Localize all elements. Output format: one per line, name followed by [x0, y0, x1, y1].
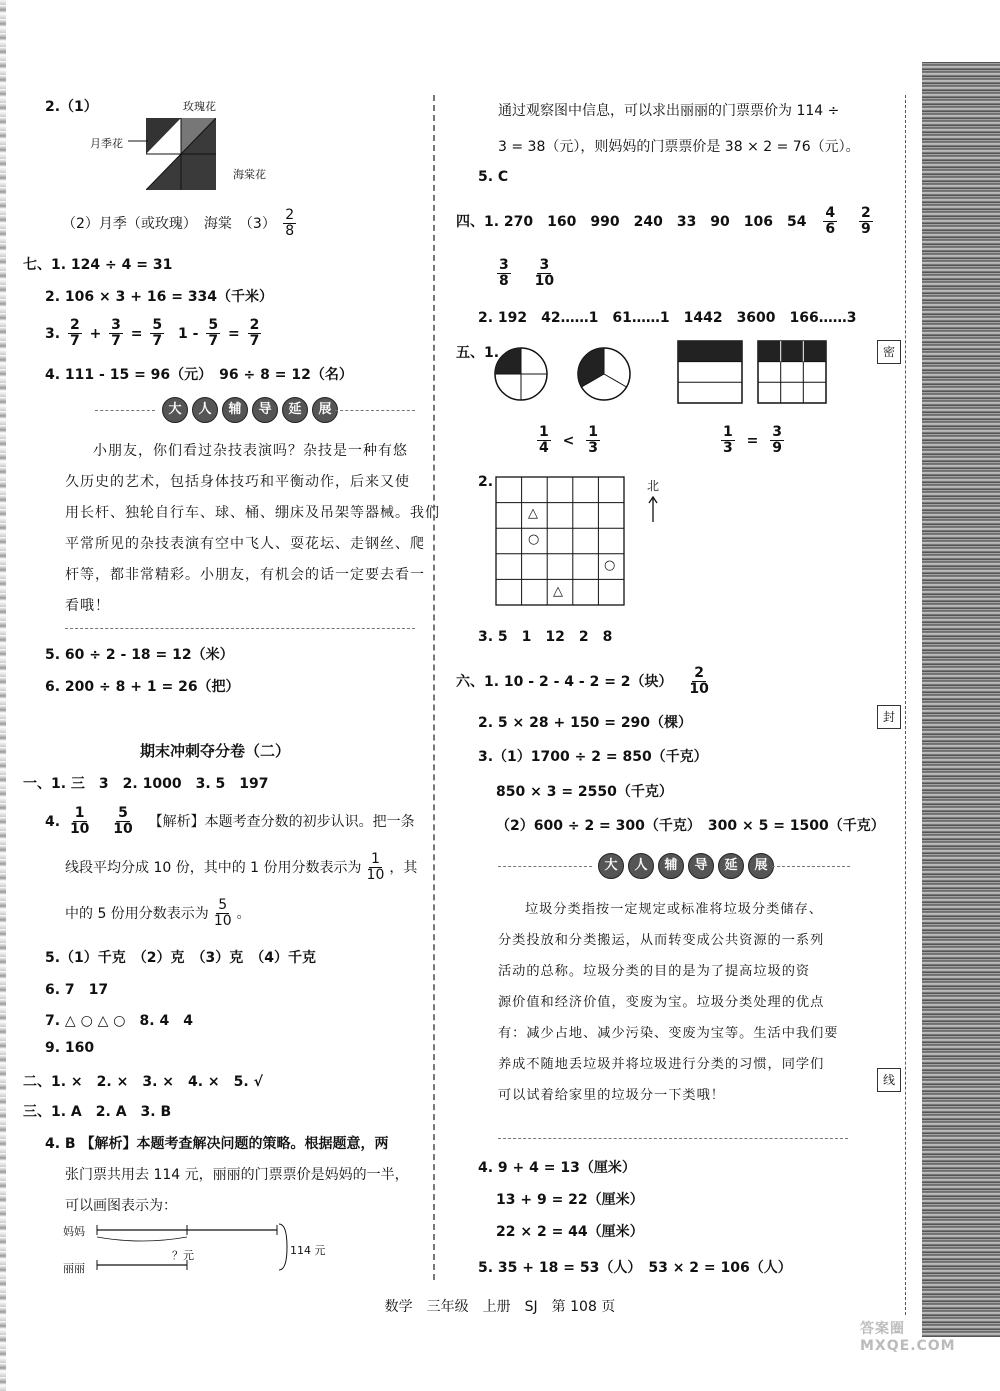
s7-4: 4. 111 - 15 = 96（元） 96 ÷ 8 = 12（名） [45, 367, 353, 383]
banner-char: 辅 [222, 397, 248, 423]
s6-3-3: （2）600 ÷ 2 = 300（千克） 300 × 5 = 1500（千克） [496, 818, 885, 834]
para-line: 久历史的艺术，包括身体技巧和平衡动作，后来又使 [65, 474, 410, 490]
frac-num: 2 [249, 317, 260, 333]
frac-den: 7 [249, 333, 260, 350]
rectangles-diagram [677, 340, 829, 406]
fraction [823, 206, 837, 238]
para-line: 垃圾分类指按一定规定或标准将垃圾分类储存、 [525, 902, 823, 917]
circle-quarters [495, 348, 547, 400]
s5-2-label: 2. [478, 474, 494, 490]
frac-num: 3 [539, 257, 550, 273]
diagram-total-label: 114 元 [290, 1244, 326, 1257]
less-than-sign: < [562, 432, 575, 449]
frac-num: 2 [861, 205, 871, 221]
q2-2-line [62, 208, 299, 240]
frac-den: 8 [499, 273, 509, 290]
s1-4-line1 [45, 806, 415, 838]
compare-2 [718, 425, 787, 457]
banner-line-left [95, 410, 155, 411]
q2-1-prefix: 2.（1） [45, 99, 98, 115]
banner-char: 延 [718, 853, 744, 879]
frac-den: 9 [772, 440, 782, 457]
binding-strip [922, 62, 1000, 1337]
frac-num: 5 [152, 317, 163, 333]
fraction [687, 666, 710, 698]
banner-char: 展 [748, 853, 774, 879]
r5: 5. C [478, 169, 509, 185]
para-acrobatics [65, 436, 440, 622]
banner-guide-right [598, 853, 774, 879]
fraction [721, 425, 735, 457]
fraction [533, 258, 556, 290]
grid-circle-1: ○ [528, 532, 540, 547]
diagram-unknown-label: ？元 [172, 1249, 194, 1262]
banner-char: 大 [598, 853, 624, 879]
s1-4-text: 【解析】本题考查分数的初步认识。把一条 [148, 813, 415, 830]
s6-5: 5. 35 + 18 = 53（人） 53 × 2 = 106（人） [478, 1260, 792, 1276]
banner-char: 导 [688, 853, 714, 879]
s5-1-label: 五、1. [456, 345, 500, 361]
frac-num: 3 [772, 424, 782, 440]
page-footer: 数学 三年级 上册 SJ 第 108 页 [384, 1299, 616, 1315]
frac-num: 1 [723, 424, 733, 440]
fraction [111, 806, 134, 838]
s7-1: 七、1. 124 ÷ 4 = 31 [23, 257, 173, 273]
frac-num: 1 [539, 424, 549, 440]
s1-4-line2-end: ，其 [389, 859, 418, 876]
s7-3-prefix: 3. [45, 325, 61, 342]
fraction [212, 898, 234, 930]
s7-5: 5. 60 ÷ 2 - 18 = 12（米） [45, 647, 234, 663]
north-label: 北 [647, 479, 660, 493]
banner-char: 人 [628, 853, 654, 879]
frac-den: 10 [366, 867, 385, 884]
fraction [206, 318, 220, 350]
grid-triangle-2: △ [553, 584, 563, 599]
frac-den: 10 [534, 273, 555, 290]
one-minus: 1 - [178, 325, 199, 342]
column-divider [433, 95, 435, 1280]
s1-9: 9. 160 [45, 1040, 95, 1056]
plus-sign: + [89, 325, 102, 342]
s1-1: 一、1. 三 3 2. 1000 3. 5 197 [23, 776, 269, 792]
s6-4-3: 22 × 2 = 44（厘米） [496, 1224, 644, 1240]
label-chinese-rose: 月季花 [90, 137, 123, 150]
s6-1-text: 六、1. 10 - 2 - 4 - 2 = 2（块） [456, 673, 673, 690]
s1-4-line3-text: 中的 5 份用分数表示为 [65, 905, 209, 922]
grid-triangle-1: △ [528, 506, 538, 521]
s1-4-line3 [65, 898, 251, 930]
s6-3-2: 850 × 3 = 2550（千克） [496, 784, 673, 800]
seal-dashed-line [905, 95, 906, 1315]
pointer-line [128, 140, 148, 142]
para2-end-line [498, 1138, 848, 1139]
s1-4-prefix: 4. [45, 813, 61, 830]
frac-den: 10 [69, 821, 90, 838]
s3-4-line3: 可以画图表示为： [65, 1198, 177, 1214]
para-garbage [498, 894, 839, 1111]
s3-1: 三、1. A 2. A 3. B [23, 1104, 172, 1120]
s4-2: 2. 192 42……1 61……1 1442 3600 166……3 [478, 310, 857, 326]
s3-4-line1: 4. B 【解析】本题考查解决问题的策略。根据题意，两 [45, 1136, 389, 1152]
fraction [109, 318, 123, 350]
frac-den: 9 [861, 221, 871, 238]
frac-num: 1 [588, 424, 598, 440]
frac-num: 5 [218, 897, 228, 913]
frac-num: 1 [370, 851, 380, 867]
banner-line-right [335, 410, 415, 411]
fraction [283, 208, 296, 240]
frac-den: 7 [69, 333, 80, 350]
s6-2: 2. 5 × 28 + 150 = 290（棵） [478, 715, 693, 731]
banner-char: 导 [252, 397, 278, 423]
frac-den: 7 [208, 333, 219, 350]
s7-6: 6. 200 ÷ 8 + 1 = 26（把） [45, 679, 240, 695]
side-label-feng: 封 [877, 705, 901, 729]
s6-3-1: 3.（1）1700 ÷ 2 = 850（千克） [478, 749, 708, 765]
frac-num: 5 [118, 805, 128, 821]
s1-4-line2 [65, 852, 417, 884]
frac-den: 10 [113, 821, 133, 838]
circles-diagram [494, 346, 634, 402]
s2: 二、1. × 2. × 3. × 4. × 5. √ [23, 1074, 263, 1090]
watermark: 答案圈 MXQE.COM [860, 1321, 956, 1354]
frac-den: 4 [539, 440, 549, 457]
banner2-line-right [772, 866, 850, 867]
frac-num: 2 [694, 665, 705, 681]
s1-7: 7. △ ○ △ ○ 8. 4 4 [45, 1013, 193, 1029]
fraction [859, 206, 873, 238]
north-arrow-icon [647, 496, 659, 522]
fraction [68, 318, 82, 350]
frac-num: 2 [285, 207, 295, 223]
frac-den: 3 [723, 440, 733, 457]
frac-den: 7 [152, 333, 163, 350]
grid-circle-2: ○ [604, 558, 616, 573]
label-rose: 玫瑰花 [183, 100, 216, 113]
s6-4-1: 4. 9 + 4 = 13（厘米） [478, 1160, 636, 1176]
diagram-mom-label: 妈妈 [63, 1225, 85, 1238]
frac-den: 8 [285, 223, 295, 240]
fraction [586, 425, 600, 457]
compare-1 [534, 425, 603, 457]
flower-square-diagram [146, 118, 216, 190]
para-line: 杆等，都非常精彩。小朋友，有机会的话一定要去看一 [65, 567, 425, 583]
frac-num: 1 [74, 805, 85, 821]
para-line: 源价值和经济价值，变废为宝。垃圾分类处理的优点 [498, 995, 825, 1010]
para-end-line [65, 628, 415, 629]
s1-6: 6. 7 17 [45, 982, 109, 998]
para-line: 看哦！ [65, 598, 110, 614]
equals-sign: = [130, 325, 143, 342]
s1-5: 5.（1）千克 （2）克 （3）克 （4）千克 [45, 950, 317, 966]
frac-num: 3 [499, 257, 509, 273]
diagram-lili-label: 丽丽 [63, 1262, 85, 1275]
s1-4-line3-end: 。 [236, 905, 251, 922]
frac-num: 5 [208, 317, 219, 333]
banner2-line-left [498, 866, 592, 867]
banner-char: 延 [282, 397, 308, 423]
frac-den: 6 [825, 221, 836, 238]
s4-1-text: 四、1. 270 160 990 240 33 90 106 54 [456, 213, 807, 230]
para-line: 可以试着给家里的垃圾分一下类哦！ [498, 1088, 725, 1103]
fraction [150, 318, 164, 350]
s5-3: 3. 5 1 12 2 8 [478, 629, 613, 645]
banner-char: 大 [162, 397, 188, 423]
side-label-mi: 密 [877, 340, 901, 364]
para-line: 有：减少占地、减少污染、变废为宝等。生活中我们要 [498, 1026, 839, 1041]
fraction [365, 852, 387, 884]
banner-char: 辅 [658, 853, 684, 879]
fraction [537, 425, 551, 457]
s4-1-line2 [494, 258, 559, 290]
cont-line1: 通过观察图中信息，可以求出丽丽的门票票价为 114 ÷ [498, 103, 840, 119]
frac-den: 7 [111, 333, 121, 350]
frac-num: 2 [69, 317, 80, 333]
exam-title: 期末冲刺夺分卷（二） [140, 742, 291, 760]
q2-2-text: （2）月季（或玫瑰） 海棠 （3） [62, 215, 276, 232]
s7-2: 2. 106 × 3 + 16 = 334（千米） [45, 289, 274, 305]
fraction [770, 425, 784, 457]
s1-4-line2-text: 线段平均分成 10 份，其中的 1 份用分数表示为 [65, 859, 362, 876]
side-label-xian: 线 [877, 1068, 901, 1092]
frac-den: 10 [689, 681, 709, 698]
para-line: 养成不随地丢垃圾并将垃圾进行分类的习惯，同学们 [498, 1057, 825, 1072]
para-line: 活动的总称。垃圾分类的目的是为了提高垃圾的资 [498, 964, 811, 979]
rect-thirds [678, 341, 742, 403]
frac-num: 4 [825, 205, 836, 221]
s3-4-line2: 张门票共用去 114 元，丽丽的门票票价是妈妈的一半， [65, 1167, 409, 1183]
label-begonia: 海棠花 [233, 168, 266, 181]
equals-sign: = [227, 325, 240, 342]
fraction [497, 258, 511, 290]
equals-sign: = [746, 432, 759, 449]
s6-1-line [456, 666, 714, 698]
fraction [68, 806, 91, 838]
frac-den: 10 [213, 913, 232, 930]
frac-num: 3 [111, 317, 121, 333]
banner-char: 展 [312, 397, 338, 423]
banner-guide-left [162, 397, 338, 423]
fraction [248, 318, 262, 350]
circle-thirds [578, 348, 630, 400]
para-line: 用长杆、独轮自行车、球、桶、绷床及吊架等器械。我们 [65, 505, 440, 521]
para-line: 分类投放和分类搬运，从而转变成公共资源的一系列 [498, 933, 825, 948]
s4-1-line [456, 206, 876, 238]
s7-3-line [45, 318, 264, 350]
scan-left-edge [0, 0, 6, 1391]
banner-char: 人 [192, 397, 218, 423]
rect-ninths [758, 341, 826, 403]
cont-line2: 3 = 38（元），则妈妈的门票票价是 38 × 2 = 76（元）。 [498, 139, 860, 155]
frac-den: 3 [588, 440, 598, 457]
para-line: 小朋友，你们看过杂技表演吗？杂技是一种有悠 [93, 443, 408, 459]
line-segment-diagram [95, 1220, 290, 1275]
para-line: 平常所见的杂技表演有空中飞人、耍花坛、走钢丝、爬 [65, 536, 425, 552]
s6-4-2: 13 + 9 = 22（厘米） [496, 1192, 644, 1208]
